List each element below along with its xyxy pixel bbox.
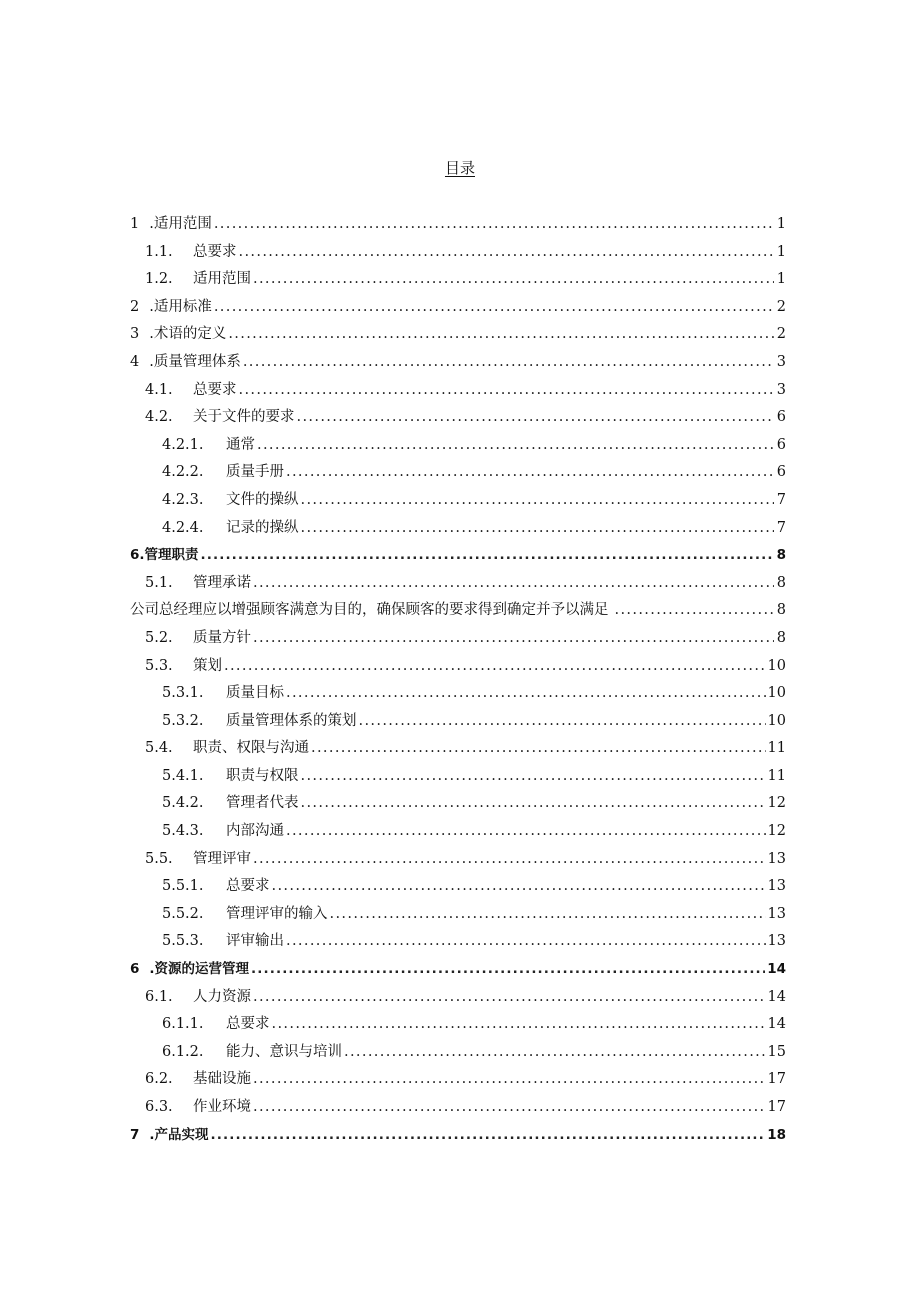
toc-entry-page-number: 17	[767, 1071, 786, 1088]
toc-entry-title: 基础设施	[193, 1071, 251, 1088]
toc-entry-page-number: 13	[767, 878, 786, 895]
toc-entry-title: 质量目标	[226, 685, 284, 702]
toc-entry[interactable]	[130, 625, 786, 653]
toc-entry-page-number: 1	[776, 271, 786, 288]
toc-entry[interactable]	[130, 487, 786, 515]
toc-entry[interactable]	[130, 735, 786, 763]
toc-entry-title: 总要求	[193, 243, 237, 260]
dot-leader	[253, 570, 774, 598]
toc-entry-number: 6.1.1.	[162, 1016, 204, 1033]
toc-entry-page-number: 8	[776, 602, 786, 619]
toc-entry-number: 4.2.	[145, 409, 173, 426]
toc-entry-number: 4.2.3.	[162, 491, 204, 508]
toc-entry-title: 评审输出	[226, 933, 284, 950]
toc-entry-number: 1.2.	[145, 271, 173, 288]
toc-title: 目录	[444, 159, 475, 177]
toc-entry-number: 5.1.	[145, 574, 173, 591]
toc-entry-page-number: 6	[776, 464, 786, 481]
dot-leader	[253, 1066, 766, 1094]
toc-entry-title: .适用标准	[149, 298, 212, 315]
toc-entry-number: 5.5.2.	[162, 905, 204, 922]
dot-leader	[615, 597, 775, 625]
dot-leader	[311, 735, 766, 763]
toc-entry-title: 适用范围	[193, 271, 251, 288]
toc-entry[interactable]	[130, 266, 786, 294]
toc-entry[interactable]	[130, 818, 786, 846]
toc-entry-page-number: 10	[767, 712, 786, 729]
toc-entry-title: 总要求	[226, 878, 270, 895]
toc-entry-title: 通常	[226, 436, 255, 453]
toc-entry-page-number: 3	[776, 381, 786, 398]
toc-entry-title: 内部沟通	[226, 823, 284, 840]
dot-leader	[253, 846, 766, 874]
toc-entry-title: 总要求	[193, 381, 237, 398]
toc-entry-page-number: 8	[776, 574, 786, 591]
dot-leader	[301, 790, 766, 818]
toc-entry-title: 管理者代表	[226, 795, 299, 812]
dot-leader	[344, 1039, 766, 1067]
toc-entry-page-number: 13	[767, 850, 786, 867]
toc-entry[interactable]	[130, 404, 786, 432]
toc-entry[interactable]	[130, 211, 786, 239]
toc-entry-page-number: 10	[767, 685, 786, 702]
toc-entry-page-number: 13	[767, 905, 786, 922]
toc-entry[interactable]	[130, 377, 786, 405]
dot-leader	[214, 294, 774, 322]
toc-entry-page-number: 18	[767, 1126, 786, 1143]
toc-entry-number: 4.2.1.	[162, 436, 204, 453]
toc-entry-title: 文件的操纵	[226, 491, 299, 508]
toc-entry-page-number: 6	[776, 436, 786, 453]
toc-entry[interactable]	[130, 1066, 786, 1094]
toc-entry-number: 5.4.2.	[162, 795, 204, 812]
dot-leader	[257, 432, 774, 460]
toc-entry-page-number: 11	[767, 767, 786, 784]
toc-entry-number: 5.5.	[145, 850, 173, 867]
toc-entry[interactable]	[130, 349, 786, 377]
toc-entry-page-number: 8	[776, 547, 786, 564]
dot-leader	[239, 239, 775, 267]
toc-entry[interactable]	[130, 239, 786, 267]
toc-entry-page-number: 7	[776, 519, 786, 536]
toc-entry-page-number: 11	[767, 740, 786, 757]
toc-entry-title: 质量方针	[193, 629, 251, 646]
toc-entry-page-number: 12	[767, 795, 786, 812]
toc-entry-title: 职责、权限与沟通	[193, 740, 309, 757]
toc-entry-page-number: 2	[776, 298, 786, 315]
toc-entry[interactable]	[130, 515, 786, 543]
dot-leader	[301, 763, 766, 791]
toc-entry[interactable]	[130, 1122, 786, 1150]
dot-leader	[330, 901, 766, 929]
toc-entry[interactable]	[130, 653, 786, 681]
toc-entry-number: 5.4.1.	[162, 767, 204, 784]
toc-entry[interactable]	[130, 459, 786, 487]
toc-entry-title: 策划	[193, 657, 222, 674]
toc-entry-number: 6.3.	[145, 1099, 173, 1115]
toc-entry[interactable]	[130, 570, 786, 598]
dot-leader	[286, 680, 766, 708]
toc-entry-page-number: 15	[767, 1043, 786, 1060]
toc-entry[interactable]	[130, 321, 786, 349]
toc-entry-number: 5.3.1.	[162, 685, 204, 702]
toc-entry[interactable]	[130, 873, 786, 901]
dot-leader	[297, 404, 775, 432]
dot-leader	[253, 625, 774, 653]
toc-entry[interactable]	[130, 790, 786, 818]
toc-entry-title: 作业环境	[193, 1099, 251, 1115]
toc-entry[interactable]	[130, 1039, 786, 1067]
dot-leader	[253, 1094, 766, 1122]
toc-entry-title: 公司总经理应以增强顾客满意为目的，确保顾客的要求得到确定并予以满足	[130, 602, 609, 619]
toc-entry-page-number: 12	[767, 823, 786, 840]
dot-leader	[243, 349, 774, 377]
toc-entry-number: 2	[130, 298, 140, 315]
toc-entry-number: 5.4.3.	[162, 823, 204, 840]
toc-entry-page-number: 14	[767, 961, 786, 978]
toc-entry-title: 能力、意识与培训	[226, 1043, 342, 1060]
toc-entry-page-number: 6	[776, 409, 786, 426]
toc-entry-title: .适用范围	[149, 216, 212, 232]
dot-leader	[253, 984, 766, 1012]
toc-entry-title: 关于文件的要求	[193, 409, 295, 426]
toc-entry-number: 6	[130, 961, 140, 978]
toc-entry-title: 管理承诺	[193, 574, 251, 591]
toc-entry-title: 管理评审	[193, 850, 251, 867]
toc-entry-number: 6.1.2.	[162, 1043, 204, 1060]
toc-entry-number: 5.3.	[145, 657, 173, 674]
dot-leader	[272, 1011, 766, 1039]
toc-entry-number: 3	[130, 326, 140, 343]
toc-entry-number: 7	[130, 1126, 140, 1143]
toc-entry-number: 5.2.	[145, 629, 173, 646]
toc-entry[interactable]	[130, 708, 786, 736]
toc-entry-title: .资源的运营管理	[149, 961, 250, 978]
toc-entry-title: 质量管理体系的策划	[226, 712, 357, 729]
toc-entry[interactable]	[130, 901, 786, 929]
toc-entry-number: 4.2.2.	[162, 464, 204, 481]
toc-entry[interactable]	[130, 956, 786, 984]
toc-entry-number: 6.2.	[145, 1071, 173, 1088]
toc-entry-title: .产品实现	[149, 1126, 209, 1143]
toc-entry[interactable]	[130, 1094, 786, 1122]
toc-entry[interactable]	[130, 597, 786, 625]
toc-entry-page-number: 10	[767, 657, 786, 674]
toc-entry[interactable]	[130, 1011, 786, 1039]
dot-leader	[253, 266, 774, 294]
toc-entry[interactable]	[130, 846, 786, 874]
toc-entry-page-number: 3	[776, 353, 786, 370]
toc-entry-number: 4.1.	[145, 381, 173, 398]
toc-entry-title: 职责与权限	[226, 767, 299, 784]
toc-entry-title: 质量手册	[226, 464, 284, 481]
toc-entry-page-number: 1	[776, 243, 786, 260]
dot-leader	[228, 321, 774, 349]
toc-entry-page-number: 2	[776, 326, 786, 343]
toc-entry-title: .质量管理体系	[149, 353, 241, 370]
toc-entry-page-number: 13	[767, 933, 786, 950]
dot-leader	[359, 708, 766, 736]
toc-entry-title: 6.管理职责	[130, 547, 199, 564]
toc-entry-number: 4.2.4.	[162, 519, 204, 536]
dot-leader	[239, 377, 775, 405]
toc-entry-title: .术语的定义	[149, 326, 227, 343]
toc-entry-page-number: 17	[767, 1099, 786, 1115]
dot-leader	[214, 211, 774, 239]
dot-leader	[251, 956, 765, 984]
dot-leader	[224, 653, 766, 681]
toc-entry-title: 管理评审的输入	[226, 905, 328, 922]
dot-leader	[201, 542, 774, 570]
dot-leader	[211, 1122, 766, 1150]
dot-leader	[301, 515, 775, 543]
dot-leader	[286, 818, 766, 846]
toc-entry-number: 4	[130, 353, 140, 370]
toc-entry-page-number: 8	[776, 629, 786, 646]
toc-entry-title: 人力资源	[193, 988, 251, 1005]
toc-entry[interactable]	[130, 294, 786, 322]
toc-entry-number: 1	[130, 216, 140, 232]
toc-entry-number: 6.1.	[145, 988, 173, 1005]
toc-entry-page-number: 7	[776, 491, 786, 508]
toc-entry[interactable]	[130, 984, 786, 1012]
toc-entry-page-number: 1	[776, 216, 786, 232]
toc-entry[interactable]	[130, 928, 786, 956]
toc-entry-number: 5.5.3.	[162, 933, 204, 950]
toc-entry[interactable]	[130, 680, 786, 708]
toc-entry-page-number: 14	[767, 988, 786, 1005]
toc-entry-title: 总要求	[226, 1016, 270, 1033]
dot-leader	[286, 928, 766, 956]
toc-entry[interactable]	[130, 763, 786, 791]
toc-entry-number: 5.4.	[145, 740, 173, 757]
table-of-contents	[130, 211, 786, 1149]
toc-entry-title: 记录的操纵	[226, 519, 299, 536]
dot-leader	[286, 459, 774, 487]
dot-leader	[272, 873, 766, 901]
toc-entry[interactable]	[130, 432, 786, 460]
toc-entry[interactable]	[130, 542, 786, 570]
toc-entry-number: 1.1.	[145, 243, 173, 260]
toc-entry-page-number: 14	[767, 1016, 786, 1033]
dot-leader	[301, 487, 775, 515]
toc-entry-number: 5.5.1.	[162, 878, 204, 895]
toc-entry-number: 5.3.2.	[162, 712, 204, 729]
